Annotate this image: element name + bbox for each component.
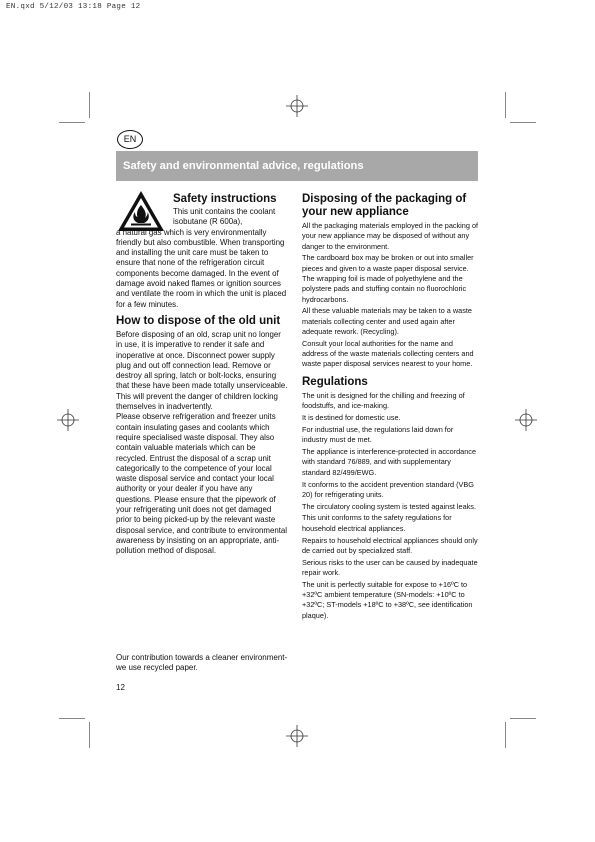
crop-mark bbox=[510, 718, 536, 719]
registration-mark-icon bbox=[57, 409, 79, 431]
registration-mark-icon bbox=[515, 409, 537, 431]
safety-instructions-heading: Safety instructions bbox=[173, 193, 277, 205]
crop-mark bbox=[89, 92, 90, 118]
dispose-paragraph: Please observe refrigeration and freezer units contain insulating gases and coolants which require specialised waste disposal. They also contain valuable materials which can be recycled. Entrust the disposal of a scrap unit categorically to the competence of your local waste disposal service and contact your local authority or your dealer if you have any questions. Please ensure that the pipework of your refrigerating unit does not get damaged prior to being picked-up by the relevant waste disposal service, and contribute to environmental awareness by insisting on an appropriate, anti-pollution method of disposal. bbox=[116, 412, 288, 556]
left-column bbox=[116, 193, 288, 557]
packaging-heading: Disposing of the packaging of your new appliance bbox=[302, 193, 467, 218]
crop-mark bbox=[510, 122, 536, 123]
crop-mark bbox=[89, 722, 90, 748]
regulation-paragraph: It is destined for domestic use. bbox=[302, 413, 401, 423]
regulation-paragraph: The appliance is interference-protected in accordance with standard 76/889, and with supplementary standard 82/499/EWG. bbox=[302, 447, 477, 477]
safety-body-text: a natural gas which is very environmentally friendly but also combustible. When transporting and installing the unit care must be taken to ensure that none of the refrigeration circuit components become damaged. In the event of damage avoid naked flames or ignition sources and ventilate the room in which the unit is placed for a few minutes. bbox=[116, 227, 287, 309]
crop-mark bbox=[59, 122, 85, 123]
registration-mark-icon bbox=[286, 725, 308, 747]
regulation-paragraph: The unit is perfectly suitable for expose to +16ºC to +32ºC ambient temperature (SN-models: +10ºC to +32ºC; ST-models +18ºC to +38ºC, see identification plaque). bbox=[302, 579, 473, 620]
page-number: 12 bbox=[116, 683, 125, 692]
regulation-paragraph: For industrial use, the regulations laid down for industry must de met. bbox=[302, 425, 454, 445]
print-slug: EN.qxd 5/12/03 13:18 Page 12 bbox=[6, 3, 141, 11]
regulation-paragraph: The unit is designed for the chilling and freezing of foodstuffs, and ice-making. bbox=[302, 391, 465, 411]
registration-mark-icon bbox=[286, 95, 308, 117]
safety-lead-text: This unit contains the coolant isobutane (R 600a), bbox=[173, 207, 276, 227]
packaging-paragraph: All these valuable materials may be taken to a waste materials collecting center and used again after adequate rework. (Recycling). bbox=[302, 306, 472, 336]
crop-mark bbox=[505, 722, 506, 748]
packaging-paragraph: The cardboard box may be broken or out into smaller pieces and given to a waste paper disposal service. The wrapping foil is made of polyethylene and the polystere pads and stuffing contain no fluorochloric hydrocarbons. bbox=[302, 253, 474, 304]
section-banner: Safety and environmental advice, regulations bbox=[116, 151, 478, 181]
dispose-old-unit-heading: How to dispose of the old unit bbox=[116, 314, 281, 327]
dispose-paragraph: Before disposing of an old, scrap unit no longer in use, it is imperative to render it safe and inoperative at once. Disconnect power supply plug and out off connection lead. Remove or destroy all spring, latch or bolt-locks, ensuring that these have been made totally unserviceable. This will prevent the danger of children locking themselves in inadvertently. bbox=[116, 329, 288, 412]
language-badge: EN bbox=[117, 130, 143, 149]
packaging-paragraph: All the packaging materials employed in the packing of your new appliance may be disposed of without any danger to the environment. bbox=[302, 221, 479, 251]
regulation-paragraph: The circulatory cooling system is tested against leaks. bbox=[302, 501, 476, 511]
regulation-paragraph: It conforms to the accident prevention standard (VBG 20) for refrigerating units. bbox=[302, 479, 474, 499]
regulations-heading: Regulations bbox=[302, 375, 368, 388]
packaging-paragraph: Consult your local authorities for the name and address of the waste materials collecting centers and waste paper disposal services nearest to your home. bbox=[302, 338, 474, 369]
crop-mark bbox=[59, 718, 85, 719]
regulation-paragraph: Repairs to household electrical appliances should only de carried out by specialized staff. bbox=[302, 535, 478, 555]
regulation-paragraph: This unit conforms to the safety regulations for household electrical appliances. bbox=[302, 513, 452, 533]
right-column bbox=[302, 193, 480, 622]
recycled-paper-note: Our contribution towards a cleaner environment- we use recycled paper. bbox=[116, 653, 288, 673]
regulation-paragraph: Serious risks to the user can be caused by inadequate repair work. bbox=[302, 557, 478, 577]
crop-mark bbox=[505, 92, 506, 118]
